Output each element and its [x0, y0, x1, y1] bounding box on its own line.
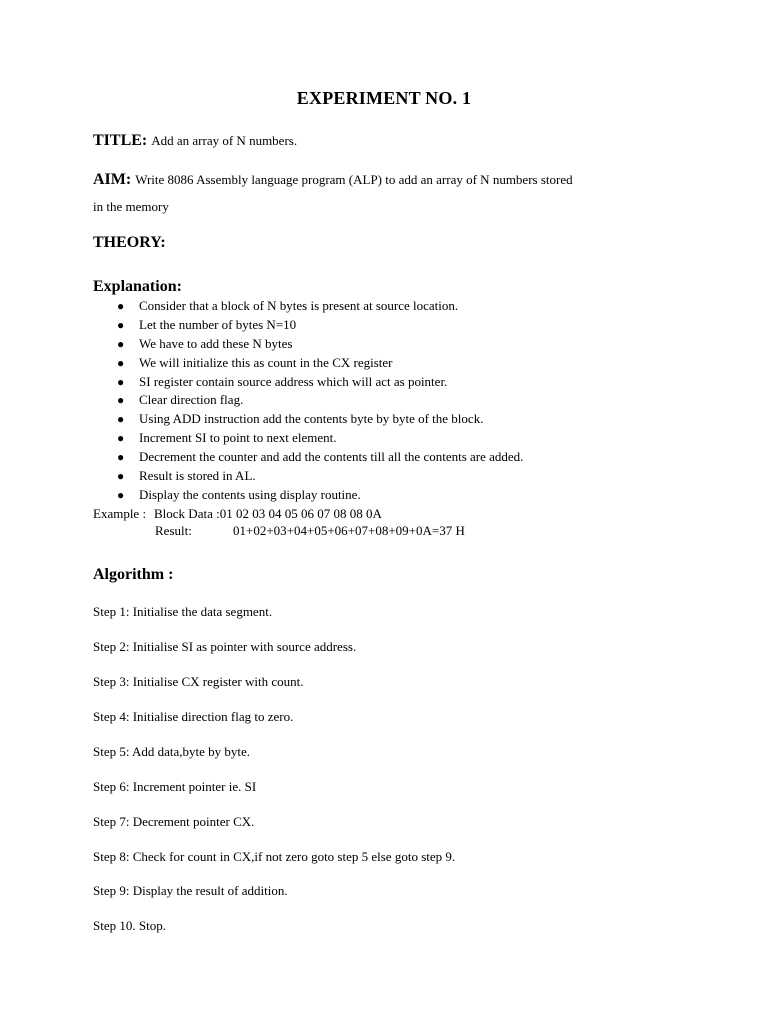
bullet-icon: ●: [117, 469, 125, 484]
aim-text-line2: in the memory: [93, 199, 169, 214]
title-text: Add an array of N numbers.: [151, 133, 298, 148]
list-item: ● Let the number of bytes N=10: [93, 316, 523, 335]
algorithm-step: Step 6: Increment pointer ie. SI: [93, 779, 257, 794]
bullet-icon: ●: [117, 450, 125, 465]
aim-text-line1: Write 8086 Assembly language program (ALP) to add an array of N numbers stored: [135, 172, 573, 187]
algorithm-step: Step 8: Check for count in CX,if not zero goto step 5 else goto step 9.: [93, 849, 456, 864]
bullet-icon: ●: [117, 393, 125, 408]
bullet-icon: ●: [117, 355, 125, 370]
bullet-icon: ●: [117, 487, 125, 502]
title-label: TITLE:: [93, 132, 148, 149]
example-label: Example :: [93, 506, 147, 521]
algorithm-step: Step 9: Display the result of addition.: [93, 883, 288, 898]
list-item: ● Clear direction flag.: [93, 391, 523, 410]
list-item: ● We have to add these N bytes: [93, 335, 523, 354]
aim-row: [93, 171, 573, 189]
algorithm-step: Step 4: Initialise direction flag to zero.: [93, 709, 294, 724]
algorithm-heading: Algorithm :: [93, 566, 174, 583]
list-item: ● Using ADD instruction add the contents byte by byte of the block.: [93, 410, 523, 429]
list-item: ● We will initialize this as count in the CX register: [93, 354, 523, 373]
bullet-icon: ●: [117, 431, 125, 446]
example-result: [155, 523, 465, 539]
list-item: ● SI register contain source address which will act as pointer.: [93, 373, 523, 392]
list-item: ● Increment SI to point to next element.: [93, 429, 523, 448]
title-row: [93, 132, 297, 150]
bullet-icon: ●: [117, 317, 125, 332]
algorithm-step: Step 2: Initialise SI as pointer with source address.: [93, 639, 357, 654]
bullet-icon: ●: [117, 299, 125, 313]
document-title: EXPERIMENT NO. 1: [296, 88, 472, 108]
list-item: ● Decrement the counter and add the contents till all the contents are added.: [93, 448, 523, 467]
theory-heading: THEORY:: [93, 234, 166, 251]
aim-label: AIM:: [93, 171, 132, 188]
example-block-text: Block Data :01 02 03 04 05 06 07 08 08 0A: [154, 506, 382, 521]
algorithm-step: Step 1: Initialise the data segment.: [93, 604, 273, 619]
bullet-icon: ●: [117, 374, 125, 389]
result-text: 01+02+03+04+05+06+07+08+09+0A=37 H: [233, 523, 465, 538]
result-label: Result:: [155, 523, 192, 538]
bullet-icon: ●: [117, 412, 125, 427]
algorithm-step: Step 3: Initialise CX register with count.: [93, 674, 304, 689]
explanation-bullet-list: [93, 297, 523, 505]
explanation-heading: Explanation:: [93, 278, 182, 295]
algorithm-step: Step 7: Decrement pointer CX.: [93, 814, 255, 829]
algorithm-step: Step 5: Add data,byte by byte.: [93, 744, 251, 759]
list-item: ● Result is stored in AL.: [93, 467, 523, 486]
example-block-data: [93, 506, 382, 522]
list-item: ● Consider that a block of N bytes is present at source location.: [93, 297, 523, 316]
list-item: ● Display the contents using display routine.: [93, 486, 523, 505]
bullet-icon: ●: [117, 336, 125, 351]
algorithm-step: Step 10. Stop.: [93, 918, 166, 933]
